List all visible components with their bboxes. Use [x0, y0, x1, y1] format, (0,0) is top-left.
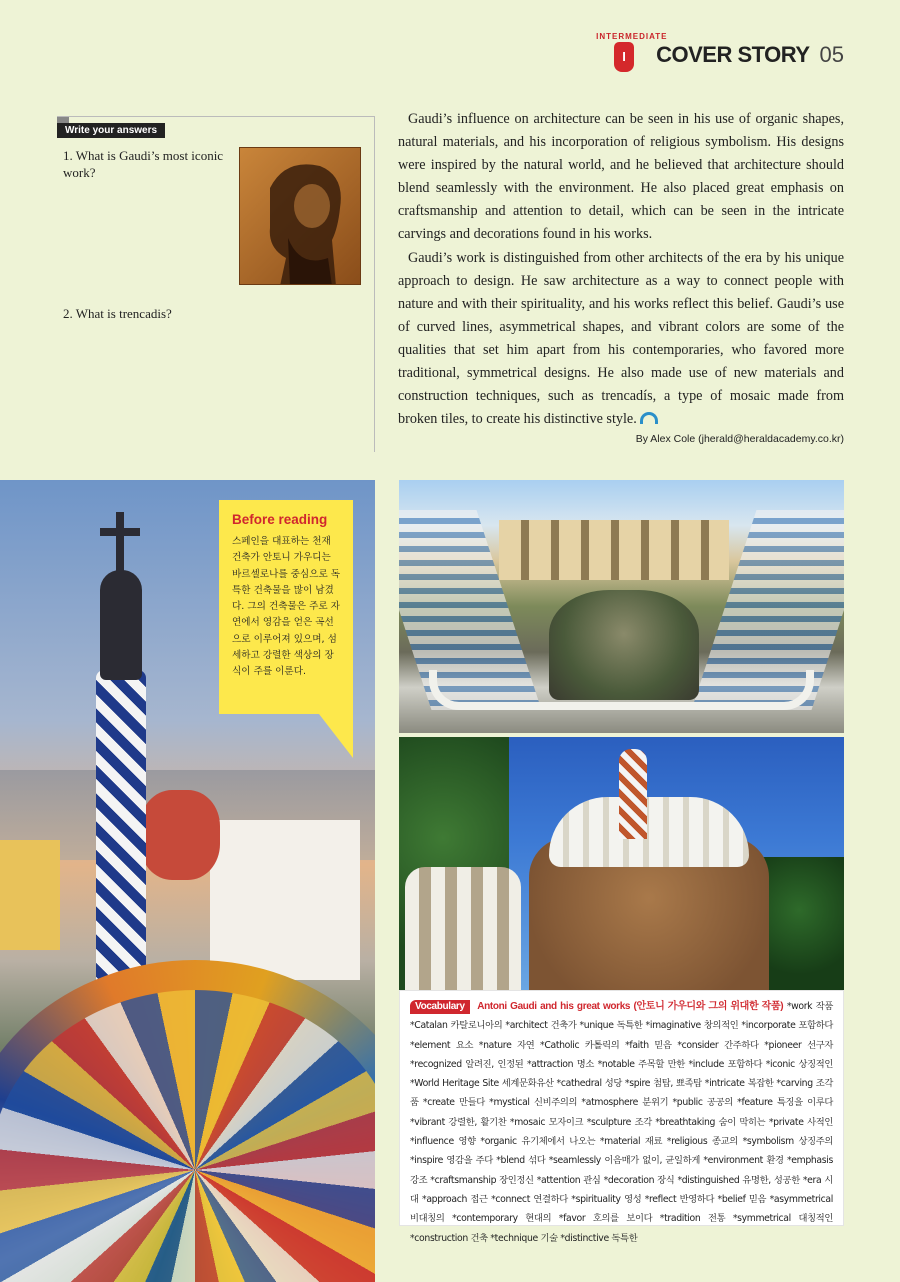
park-guell-stairs-photo	[399, 480, 844, 733]
gatehouse-photo	[399, 737, 844, 990]
before-reading-text: 스페인을 대표하는 천재 건축가 안토니 가우디는 바르셀로나를 중심으로 독특한 건축물을 많이 남겼다. 그의 건축물은 주로 자연에서 영감을 얻은 곡선으로 이루어져 있으며, 섬세하고 강렬한 색상의 장식이 주를 이룬다.	[232, 536, 341, 678]
cross-icon	[116, 512, 124, 576]
level-badge	[596, 30, 668, 80]
spire-lantern	[100, 570, 142, 680]
page-number: 05	[819, 42, 844, 67]
question-1: 1. What is Gaudi’s most iconic work?	[63, 148, 224, 180]
gatehouse-tower	[619, 749, 647, 839]
portrait-illustration	[240, 148, 361, 285]
vocabulary-heading: Antoni Gaudi and his great works (안토니 가우디와 그의 위대한 작품)	[477, 1001, 784, 1012]
vocabulary-body: *work 작품 *Catalan 카탈로니아의 *architect 건축가 *unique 독특한 *imaginative 창의적인 *incorporate 포함하다 *element 요소 *nature 자연 *Catholic 카톨릭의 *faith 믿음 *consider 간주하다 *pioneer 선구자 *recognized 알려진, 인정된 *attraction 명소 *notable 주목할 만한 *include 포함하다 *iconic 상징적인 *World Heritage Site 세계문화유산 *cathedral 성당 *spire 첨탑, 뾰족탑 *intricate 복잡한 *carving 조각품 *create 만들다 *mystical 신비주의의 *atmosphere 분위기 *public 공공의 *feature 특징을 이루다 *vibrant 강렬한, 활기찬 *mosaic 모자이크 *sculpture 조각 *breathtaking 숨이 막히는 *private 사적인 *influence 영향 *organic 유기체에서 나오는 *material 재료 *religious 종교의 *symbolism 상징주의 *inspire 영감을 주다 *blend 섞다 *seamlessly 이음매가 없이, 균일하게 *environment 환경 *emphasis 강조 *craftsmanship 장인정신 *attention 관심 *decoration 장식 *distinguished 유명한, 성공한 *era 시대 *approach 접근 *connect 연결하다 *spirituality 영성 *reflect 반영하다 *belief 믿음 *asymmetrical 비대칭의 *contemporary 현대의 *favor 호의를 보이다 *tradition 전통 *symmetrical 대칭적인 *construction 건축 *technique 기술 *distinctive 독특한	[410, 1001, 834, 1244]
vocabulary-box	[399, 990, 844, 1244]
article-paragraph-1: Gaudi’s influence on architecture can be seen in his use of organic shapes, natural materials, and his incorporation of religious symbolism. His designs were inspired by the natural world, and he believed that architecture should blend seamlessly with the environment. He also placed great emphasis on craftsmanship and attention to detail, which can be seen in the intricate carvings and decorations found in his works.	[398, 111, 844, 243]
article-body	[398, 108, 844, 431]
gaudi-portrait	[239, 147, 361, 285]
red-tree	[140, 790, 220, 880]
gatehouse-roof	[549, 797, 749, 867]
byline: By Alex Cole (jherald@heraldacademy.co.kr)	[635, 433, 844, 445]
article-paragraph-2-text: Gaudi’s work is distinguished from other architects of the era by his unique approach to design. He saw architecture as a way to connect people with nature and with their spirituality, and his works reflect this belief. Gaudi’s use of curved lines, asymmetrical shapes, and vibrant colors are some of the qualities that set him apart from his contemporaries, who favored more traditional, symmetrical designs. He also made use of new materials and construction techniques, such as trencadís, a type of mosaic made from broken tiles, to create his distinctive style.	[398, 249, 844, 428]
mosaic-wall	[405, 867, 521, 990]
hypostyle-colonnade	[499, 520, 729, 580]
hand-icon	[614, 42, 634, 72]
trencadis-mosaic	[0, 960, 375, 1282]
answers-box	[57, 116, 375, 452]
question-2: 2. What is trencadis?	[63, 306, 172, 321]
before-reading-bubble	[219, 500, 353, 714]
page-header	[596, 30, 844, 80]
curved-wall	[429, 670, 814, 710]
before-reading-title: Before reading	[232, 512, 328, 527]
article-paragraph-2	[398, 247, 844, 432]
vocabulary-text	[410, 997, 833, 1248]
level-label: INTERMEDIATE	[596, 32, 668, 41]
answers-tab: Write your answers	[57, 123, 165, 138]
cross-icon-bar	[100, 528, 140, 536]
building	[210, 820, 360, 980]
headphone-icon[interactable]	[640, 412, 658, 424]
section-title: COVER STORY	[656, 42, 810, 67]
building	[0, 840, 60, 950]
vocabulary-tag: Vocabulary	[410, 1000, 470, 1014]
